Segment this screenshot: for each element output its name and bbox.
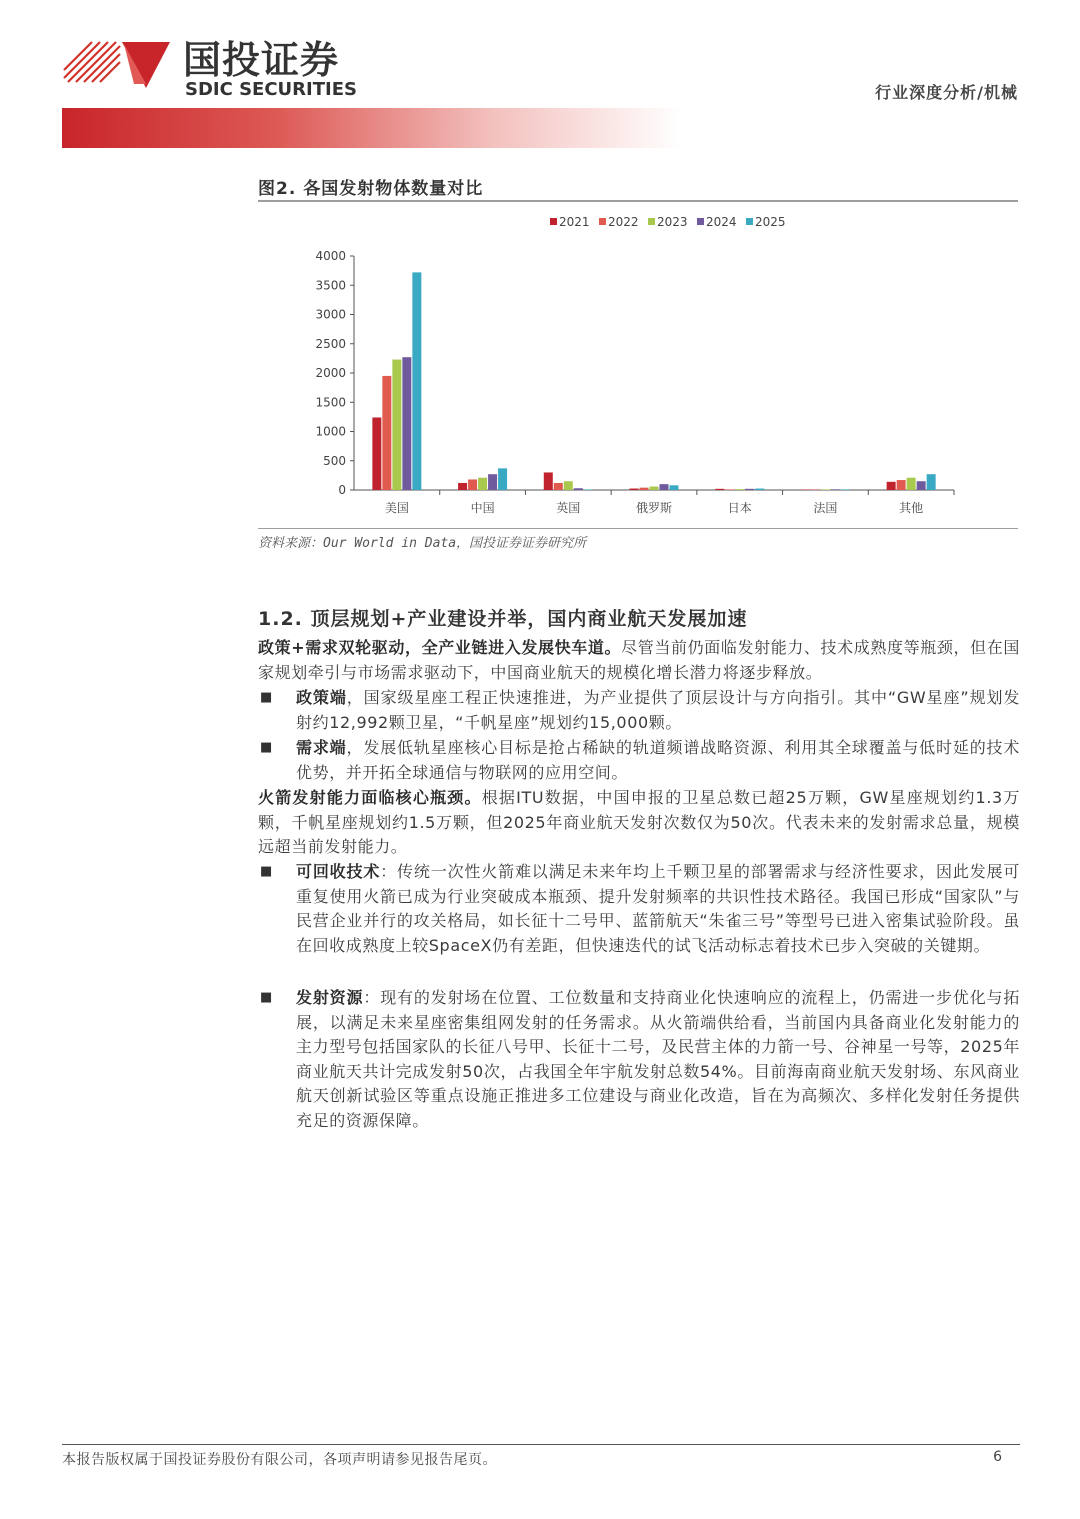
y-tick-label: 3500	[315, 278, 346, 293]
bar-2021-4	[715, 489, 724, 490]
bullet-policy-side	[296, 686, 1020, 735]
bar-2021-0	[372, 417, 381, 490]
legend-label-2022: 2022	[608, 215, 639, 229]
section-title: 1.2. 顶层规划+产业建设并举，国内商业航天发展加速	[258, 608, 748, 630]
bar-2024-5	[831, 489, 840, 490]
bullet-text: ，发展低轨星座核心目标是抢占稀缺的轨道频谱战略资源、利用其全球覆盖与低时延的技术优势，并开拓全球通信与物联网的应用空间。	[296, 738, 1020, 782]
x-tick-label: 中国	[470, 501, 495, 515]
bullet-lead: 发射资源	[296, 988, 364, 1007]
bar-2025-0	[412, 272, 421, 490]
bar-2023-3	[650, 486, 659, 490]
legend-swatch-2022	[599, 218, 606, 225]
bullet-lead: 需求端	[296, 738, 347, 757]
bar-2023-4	[735, 489, 744, 490]
figure-top-rule	[258, 200, 1018, 202]
logo-english-name: SDIC SECURITIES	[185, 79, 357, 100]
bar-2023-1	[478, 478, 487, 490]
page-number: 6	[993, 1449, 1002, 1465]
header-banner	[62, 108, 682, 148]
bar-2024-0	[402, 357, 411, 490]
paragraph-text: 尽管当前仍面临发射能力、技术成熟度等瓶颈，但在国家规划牵引与市场需求驱动下，中国商业航天的规模化增长潜力将逐步释放。	[258, 638, 1020, 682]
paragraph-text: 根据ITU数据，中国申报的卫星总数已超25万颗，GW星座规划约1.3万颗，千帆星座规划约1.5万颗，但2025年商业航天发射次数仅为50次。代表未来的发射需求总量，规模远超当前发射能力。	[258, 788, 1020, 856]
bar-2021-3	[630, 489, 639, 490]
y-tick-label: 2500	[315, 336, 346, 351]
legend-swatch-2021	[550, 218, 557, 225]
legend-swatch-2024	[697, 218, 704, 225]
logo-mark-icon	[62, 40, 174, 94]
figure-title: 图2. 各国发射物体数量对比	[258, 179, 484, 199]
bullet-text: ，国家级星座工程正快速推进，为产业提供了顶层设计与方向指引。其中“GW星座”规划发射约12,992颗卫星，“千帆星座”规划约15,000颗。	[296, 688, 1020, 732]
bar-2025-5	[841, 489, 850, 490]
bar-2023-2	[564, 481, 573, 490]
y-tick-label: 1000	[315, 424, 346, 439]
bullet-demand-side	[296, 736, 1020, 785]
report-category: 行业深度分析/机械	[875, 83, 1018, 102]
paragraph-lead: 政策+需求双轮驱动，全产业链进入发展快车道。	[258, 638, 622, 657]
square-bullet-icon: ■	[260, 864, 273, 879]
bar-2025-1	[498, 468, 507, 490]
legend-label-2024: 2024	[706, 215, 737, 229]
launch-objects-bar-chart	[258, 204, 1018, 526]
bar-2023-0	[392, 360, 401, 490]
y-tick-label: 4000	[315, 249, 346, 263]
bar-2021-2	[544, 472, 553, 490]
x-tick-label: 英国	[556, 501, 581, 515]
footer-rule	[62, 1444, 1020, 1445]
bullet-text: ：传统一次性火箭难以满足未来年均上千颗卫星的部署需求与经济性要求，因此发展可重复使用火箭已成为行业突破成本瓶颈、提升发射频率的共识性技术路径。我国已形成“国家队”与民营企业并行的攻关格局，如长征十二号甲、蓝箭航天“朱雀三号”等型号已进入密集试验阶段。虽在回收成熟度上较SpaceX仍有差距，但快速迭代的试飞活动标志着技术已步入突破的关键期。	[296, 862, 1020, 955]
legend-label-2025: 2025	[755, 215, 786, 229]
legend-label-2021: 2021	[559, 215, 590, 229]
legend-label-2023: 2023	[657, 215, 688, 229]
bar-2022-0	[382, 376, 391, 490]
bar-2024-6	[917, 481, 926, 490]
bar-2021-6	[887, 482, 896, 490]
paragraph-launch-bottleneck	[258, 786, 1020, 860]
square-bullet-icon: ■	[260, 690, 273, 705]
bar-2023-5	[821, 489, 830, 490]
paragraph-lead: 火箭发射能力面临核心瓶颈。	[258, 788, 482, 807]
bar-2024-4	[745, 489, 754, 490]
x-tick-label: 法国	[813, 501, 838, 515]
bar-2022-1	[468, 479, 477, 490]
bar-2022-2	[554, 483, 563, 490]
x-tick-label: 其他	[899, 501, 924, 515]
bullet-lead: 政策端	[296, 688, 347, 707]
bullet-lead: 可回收技术	[296, 862, 381, 881]
bar-2025-6	[927, 474, 936, 490]
bar-2024-2	[574, 488, 583, 490]
bar-2023-6	[907, 478, 916, 490]
bullet-launch-resources	[296, 986, 1020, 1133]
bar-2025-4	[755, 489, 764, 490]
x-tick-label: 俄罗斯	[635, 501, 673, 515]
bar-2022-4	[725, 489, 734, 490]
paragraph-policy-demand	[258, 636, 1020, 685]
figure-source: 资料来源：Our World in Data，国投证券证券研究所	[258, 536, 587, 551]
bullet-text: ：现有的发射场在位置、工位数量和支持商业化快速响应的流程上，仍需进一步优化与拓展，以满足未来星座密集组网发射的任务需求。从火箭端供给看，当前国内具备商业化发射能力的主力型号包括国家队的长征八号甲、长征十二号，及民营主体的力箭一号、谷神星一号等，2025年商业航天共计完成发射50次，占我国全年宇航发射总数54%。目前海南商业航天发射场、东风商业航天创新试验区等重点设施正推进多工位建设与商业化改造，旨在为高频次、多样化发射任务提供充足的资源保障。	[296, 988, 1020, 1130]
bar-2024-3	[660, 484, 669, 490]
logo-chinese-name: 国投证券	[183, 38, 340, 82]
y-tick-label: 0	[338, 483, 346, 497]
y-tick-label: 500	[323, 453, 346, 468]
square-bullet-icon: ■	[260, 740, 273, 755]
footer-disclaimer: 本报告版权属于国投证券股份有限公司，各项声明请参见报告尾页。	[62, 1452, 497, 1468]
bullet-reusable-tech	[296, 860, 1020, 958]
figure-bottom-rule	[258, 528, 1018, 529]
square-bullet-icon: ■	[260, 990, 273, 1005]
y-tick-label: 3000	[315, 307, 346, 322]
bar-2025-3	[670, 485, 679, 490]
bar-2024-1	[488, 474, 497, 490]
bar-2021-1	[458, 483, 467, 490]
bar-2022-5	[811, 489, 820, 490]
bar-2022-6	[897, 480, 906, 490]
bar-2022-3	[640, 488, 649, 490]
x-tick-label: 美国	[384, 501, 409, 515]
bar-2025-2	[584, 489, 593, 490]
y-tick-label: 2000	[315, 366, 346, 380]
legend-swatch-2023	[648, 218, 655, 225]
x-tick-label: 日本	[727, 501, 752, 515]
legend-swatch-2025	[746, 218, 753, 225]
y-tick-label: 1500	[315, 395, 346, 410]
